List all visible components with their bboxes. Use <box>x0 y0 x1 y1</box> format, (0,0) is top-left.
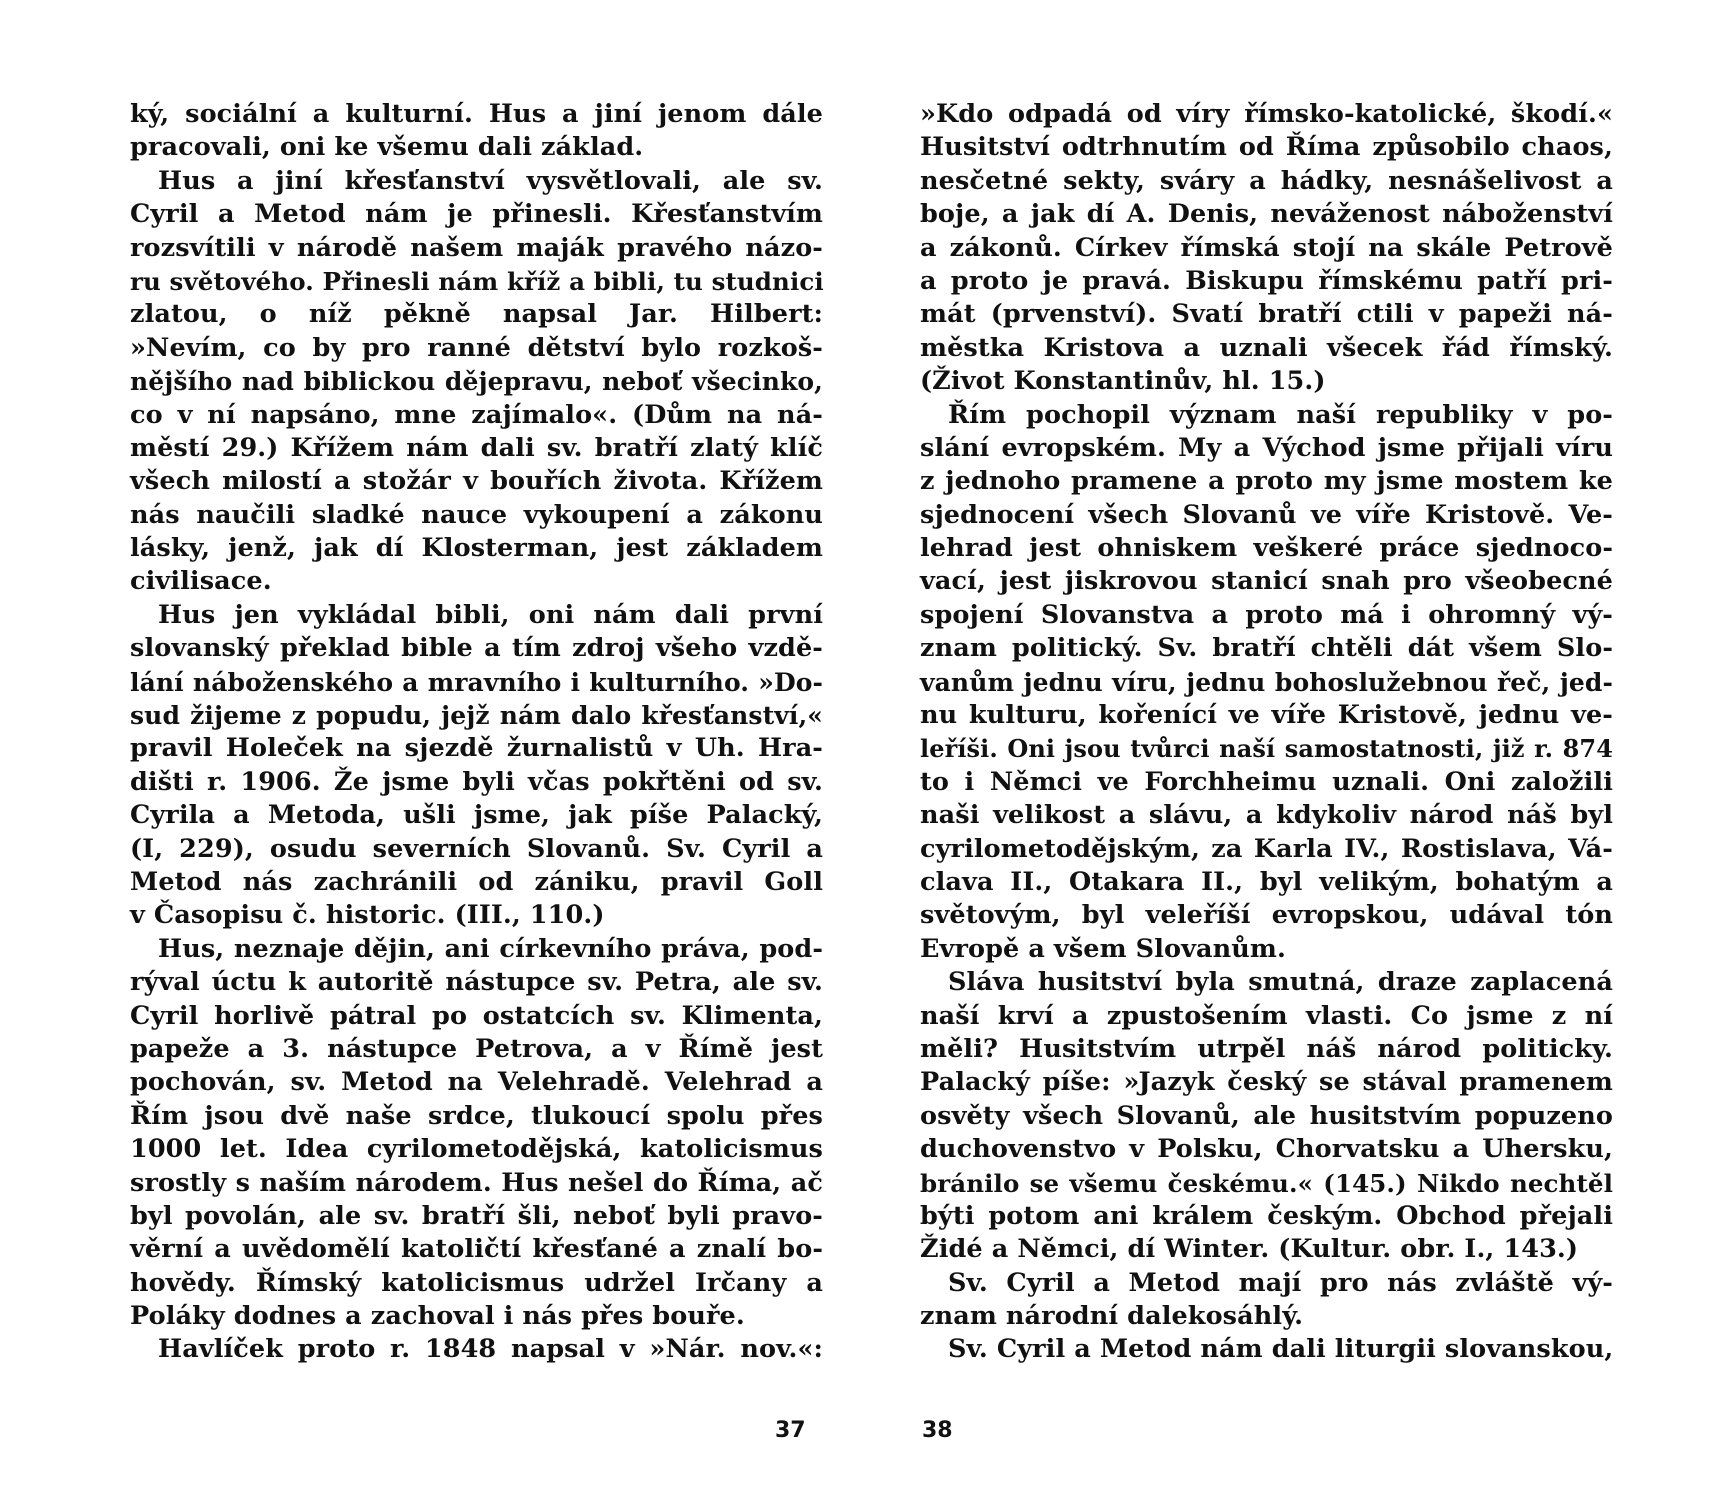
text-line: měli? Husitstvím utrpěl náš národ politicky. <box>920 1033 1613 1064</box>
text-line: Židé a Němci, dí Winter. (Kultur. obr. I., 143.) <box>920 1234 1579 1265</box>
text-line: »Kdo odpadá od víry římsko-katolické, škodí.« <box>920 99 1613 129</box>
text-line: Husitství odtrhnutím od Říma způsobilo chaos, <box>920 132 1613 163</box>
text-line: ký, sociální a kulturní. Hus a jiní jenom dále <box>130 99 823 129</box>
text-line: vanům jednu víru, jednu bohoslužebnou řeč, jed- <box>920 667 1613 697</box>
text-line: slovanský překlad bible a tím zdroj všeho vzdě- <box>130 633 823 664</box>
text-line: dišti r. 1906. Že jsme byli včas pokřtěni od sv. <box>130 766 823 797</box>
text-line: spojení Slovanstva a proto má i ohromný vý- <box>920 599 1613 630</box>
text-line: to i Němci ve Forchheimu uznali. Oni založili <box>920 766 1613 797</box>
text-line: (I, 229), osudu severních Slovanů. Sv. Cyril a <box>130 833 823 864</box>
text-line: městka Kristova a uznali všecek řád římský. <box>920 332 1613 363</box>
text-line: rozsvítili v národě našem maják pravého názo- <box>130 232 823 263</box>
text-line: v Časopisu č. historic. (III., 110.) <box>130 900 605 931</box>
text-line: Hus jen vykládal bibli, oni nám dali první <box>158 599 823 630</box>
text-line: naší krví a zpustošením vlasti. Co jsme z ní <box>920 1000 1613 1031</box>
text-line: rýval úctu k autoritě nástupce sv. Petra, ale sv. <box>130 967 823 998</box>
text-line: Cyril horlivě pátral po ostatcích sv. Klimenta, <box>130 1000 823 1031</box>
text-line: srostly s naším národem. Hus nešel do Říma, ač <box>130 1167 823 1198</box>
text-line: bránilo se všemu českému.« (145.) Nikdo nechtěl <box>920 1168 1613 1198</box>
text-line: sud žijeme z popudu, jejž nám dalo křesťanství,« <box>130 701 823 731</box>
text-line: civilisace. <box>130 566 272 597</box>
text-line: Hus a jiní křesťanství vysvětlovali, ale sv. <box>158 165 823 196</box>
text-line: Sv. Cyril a Metod mají pro nás zvláště vý- <box>948 1267 1613 1298</box>
left-page-text <box>130 98 823 1367</box>
text-line: boje, a jak dí A. Denis, neváženost náboženství <box>920 199 1613 230</box>
right-page <box>858 0 1716 1500</box>
text-line: cyrilometodějským, za Karla IV., Rostislava, Vá- <box>920 833 1613 864</box>
text-line: z jednoho pramene a proto my jsme mostem ke <box>920 466 1613 497</box>
page-number: 37 <box>775 1418 806 1443</box>
text-line: Palacký píše: »Jazyk český se stával pramenem <box>920 1067 1613 1098</box>
text-line: znam politický. Sv. bratří chtěli dát všem Slo- <box>920 633 1613 664</box>
text-line: a proto je pravá. Biskupu římskému patří pri- <box>920 265 1613 296</box>
text-line: býti potom ani králem českým. Obchod přejali <box>920 1200 1613 1231</box>
text-line: pracovali, oni ke všemu dali základ. <box>130 132 644 163</box>
text-line: zlatou, o níž pěkně napsal Jar. Hilbert: <box>130 299 823 330</box>
text-line: pochován, sv. Metod na Velehradě. Velehrad a <box>130 1067 823 1098</box>
text-line: nu kulturu, kořenící ve víře Kristově, jednu ve- <box>920 700 1613 731</box>
text-line: mát (prvenství). Svatí bratří ctili v papeži ná- <box>920 299 1613 330</box>
text-line: nás naučili sladké nauce vykoupení a zákonu <box>130 499 823 530</box>
text-line: slání evropském. My a Východ jsme přijali víru <box>920 432 1613 463</box>
text-line: věrní a uvědomělí katoličtí křesťané a znalí bo- <box>130 1234 823 1265</box>
text-line: městí 29.) Křížem nám dali sv. bratří zlatý klíč <box>130 432 823 463</box>
text-line: (Život Konstantinův, hl. 15.) <box>920 366 1326 397</box>
text-line: sjednocení všech Slovanů ve víře Kristově. Ve- <box>920 499 1613 530</box>
text-line: všech milostí a stožár v bouřích života. Křížem <box>130 466 823 497</box>
text-line: lehrad jest ohniskem veškeré práce sjednoco- <box>920 533 1613 564</box>
text-line: »Nevím, co by pro ranné dětství bylo rozkoš- <box>130 332 823 363</box>
text-line: nějšího nad biblickou dějepravu, neboť všecinko, <box>130 367 823 397</box>
text-line: Řím jsou dvě naše srdce, tlukoucí spolu přes <box>130 1100 823 1131</box>
text-line: clava II., Otakara II., byl velikým, bohatým a <box>920 866 1613 897</box>
text-line: byl povolán, ale sv. bratří šli, neboť byli pravo- <box>130 1200 823 1231</box>
text-line: Evropě a všem Slovanům. <box>920 933 1286 964</box>
text-line: světovým, byl veleříší evropskou, udával tón <box>920 900 1613 931</box>
text-line: duchovenstvo v Polsku, Chorvatsku a Uhersku, <box>920 1134 1613 1165</box>
text-line: Sv. Cyril a Metod nám dali liturgii slovanskou, <box>948 1334 1614 1365</box>
text-line: nesčetné sekty, sváry a hádky, nesnášelivost a <box>920 165 1613 196</box>
text-line: Havlíček proto r. 1848 napsal v »Nár. nov.«: <box>158 1334 823 1365</box>
text-line: lání náboženského a mravního i kulturního. »Do- <box>130 667 823 697</box>
right-page-text <box>920 98 1613 1367</box>
text-line: pravil Holeček na sjezdě žurnalistů v Uh. Hra- <box>130 733 823 764</box>
text-line: Cyril a Metod nám je přinesli. Křesťanstvím <box>130 199 823 230</box>
text-line: hovědy. Římský katolicismus udržel Irčany a <box>130 1267 823 1298</box>
text-line: Metod nás zachránili od zániku, pravil Goll <box>130 866 823 897</box>
text-line: Poláky dodnes a zachoval i nás přes bouře. <box>130 1301 745 1332</box>
page-number: 38 <box>922 1418 953 1443</box>
text-line: naši velikost a slávu, a kdykoliv národ náš byl <box>920 800 1613 831</box>
text-line: leříši. Oni jsou tvůrci naší samostatnosti, již r. 874 <box>920 734 1613 764</box>
text-line: znam národní dalekosáhlý. <box>920 1301 1304 1332</box>
text-line: Hus, neznaje dějin, ani církevního práva, pod- <box>158 933 823 964</box>
text-line: Sláva husitství byla smutná, draze zaplacená <box>948 967 1613 998</box>
text-line: Cyrila a Metoda, ušli jsme, jak píše Palacký, <box>130 800 823 831</box>
text-line: ru světového. Přinesli nám kříž a bibli, tu studnici <box>130 266 824 296</box>
text-line: lásky, jenž, jak dí Klosterman, jest základem <box>130 533 823 564</box>
text-line: co v ní napsáno, mne zajímalo«. (Dům na ná- <box>130 399 823 430</box>
text-line: a zákonů. Církev římská stojí na skále Petrově <box>920 232 1613 263</box>
text-line: 1000 let. Idea cyrilometodějská, katolicismus <box>130 1134 823 1165</box>
text-line: vací, jest jiskrovou stanicí snah pro všeobecné <box>920 566 1613 597</box>
text-line: Řím pochopil význam naší republiky v po- <box>948 399 1613 430</box>
text-line: osvěty všech Slovanů, ale husitstvím popuzeno <box>920 1100 1613 1131</box>
text-line: papeže a 3. nástupce Petrova, a v Římě jest <box>130 1033 823 1064</box>
